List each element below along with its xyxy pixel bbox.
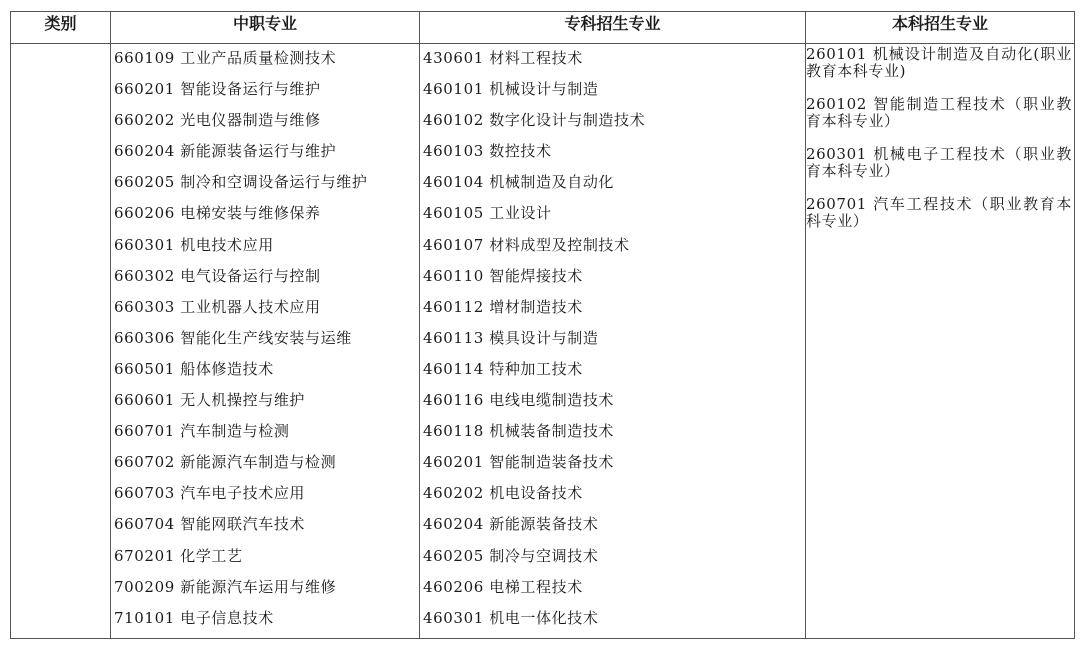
header-benke: 本科招生专业 <box>806 12 1074 44</box>
zhongzhi-major-item: 660204 新能源装备运行与维护 <box>114 142 337 161</box>
zhongzhi-major-item: 660704 智能网联汽车技术 <box>114 515 306 534</box>
zhuanke-major-item: 460101 机械设计与制造 <box>423 80 599 99</box>
category-column <box>11 44 111 638</box>
zhongzhi-major-item: 660702 新能源汽车制造与检测 <box>114 453 337 472</box>
zhongzhi-major-item: 660201 智能设备运行与维护 <box>114 80 321 99</box>
zhongzhi-major-item: 660701 汽车制造与检测 <box>114 422 290 441</box>
benke-major-item: 260701 汽车工程技术（职业教育本科专业） <box>806 195 1072 230</box>
zhuanke-major-item: 460112 增材制造技术 <box>423 297 583 316</box>
zhongzhi-major-item: 660303 工业机器人技术应用 <box>114 297 321 316</box>
zhongzhi-column <box>111 44 420 638</box>
majors-table <box>10 11 1075 639</box>
zhuanke-major-item: 460103 数控技术 <box>423 142 552 161</box>
zhuanke-major-item: 460301 机电一体化技术 <box>423 608 599 627</box>
zhuanke-major-item: 460202 机电设备技术 <box>423 484 583 503</box>
zhongzhi-major-item: 660109 工业产品质量检测技术 <box>114 49 337 67</box>
zhongzhi-major-item: 670201 化学工艺 <box>114 546 243 565</box>
zhuanke-column <box>420 44 806 638</box>
zhongzhi-major-item: 660601 无人机操控与维护 <box>114 391 306 410</box>
zhuanke-major-item: 460118 机械装备制造技术 <box>423 422 615 441</box>
zhongzhi-major-item: 700209 新能源汽车运用与维修 <box>114 577 337 596</box>
zhuanke-major-item: 460107 材料成型及控制技术 <box>423 235 630 254</box>
zhuanke-major-item: 430601 材料工程技术 <box>423 49 583 67</box>
header-zhongzhi: 中职专业 <box>111 12 420 44</box>
zhuanke-major-item: 460113 模具设计与制造 <box>423 328 599 347</box>
zhongzhi-major-item: 660703 汽车电子技术应用 <box>114 484 306 503</box>
benke-major-item: 260101 机械设计制造及自动化(职业教育本科专业) <box>806 45 1072 80</box>
benke-column <box>806 44 1074 638</box>
zhongzhi-major-item: 660205 制冷和空调设备运行与维护 <box>114 173 368 192</box>
zhuanke-major-item: 460105 工业设计 <box>423 204 552 223</box>
benke-major-item: 260102 智能制造工程技术（职业教育本科专业） <box>806 95 1072 130</box>
zhongzhi-major-item: 660501 船体修造技术 <box>114 359 274 378</box>
zhongzhi-major-item: 660302 电气设备运行与控制 <box>114 266 321 285</box>
zhuanke-major-item: 460201 智能制造装备技术 <box>423 453 615 472</box>
zhuanke-major-item: 460204 新能源装备技术 <box>423 515 599 534</box>
zhongzhi-major-item: 660306 智能化生产线安装与运维 <box>114 328 352 347</box>
zhuanke-major-item: 460206 电梯工程技术 <box>423 577 583 596</box>
zhongzhi-major-item: 660206 电梯安装与维修保养 <box>114 204 321 223</box>
zhongzhi-major-item: 660301 机电技术应用 <box>114 235 274 254</box>
zhongzhi-major-item: 710101 电子信息技术 <box>114 608 274 627</box>
zhuanke-major-item: 460104 机械制造及自动化 <box>423 173 615 192</box>
zhuanke-major-item: 460114 特种加工技术 <box>423 359 583 378</box>
zhuanke-major-item: 460110 智能焊接技术 <box>423 266 583 285</box>
header-category: 类别 <box>11 12 111 44</box>
zhuanke-major-item: 460205 制冷与空调技术 <box>423 546 599 565</box>
zhuanke-major-item: 460116 电线电缆制造技术 <box>423 391 615 410</box>
header-zhuanke: 专科招生专业 <box>420 12 806 44</box>
zhongzhi-major-item: 660202 光电仪器制造与维修 <box>114 111 321 130</box>
zhuanke-major-item: 460102 数字化设计与制造技术 <box>423 111 646 130</box>
benke-major-item: 260301 机械电子工程技术（职业教育本科专业） <box>806 145 1072 180</box>
